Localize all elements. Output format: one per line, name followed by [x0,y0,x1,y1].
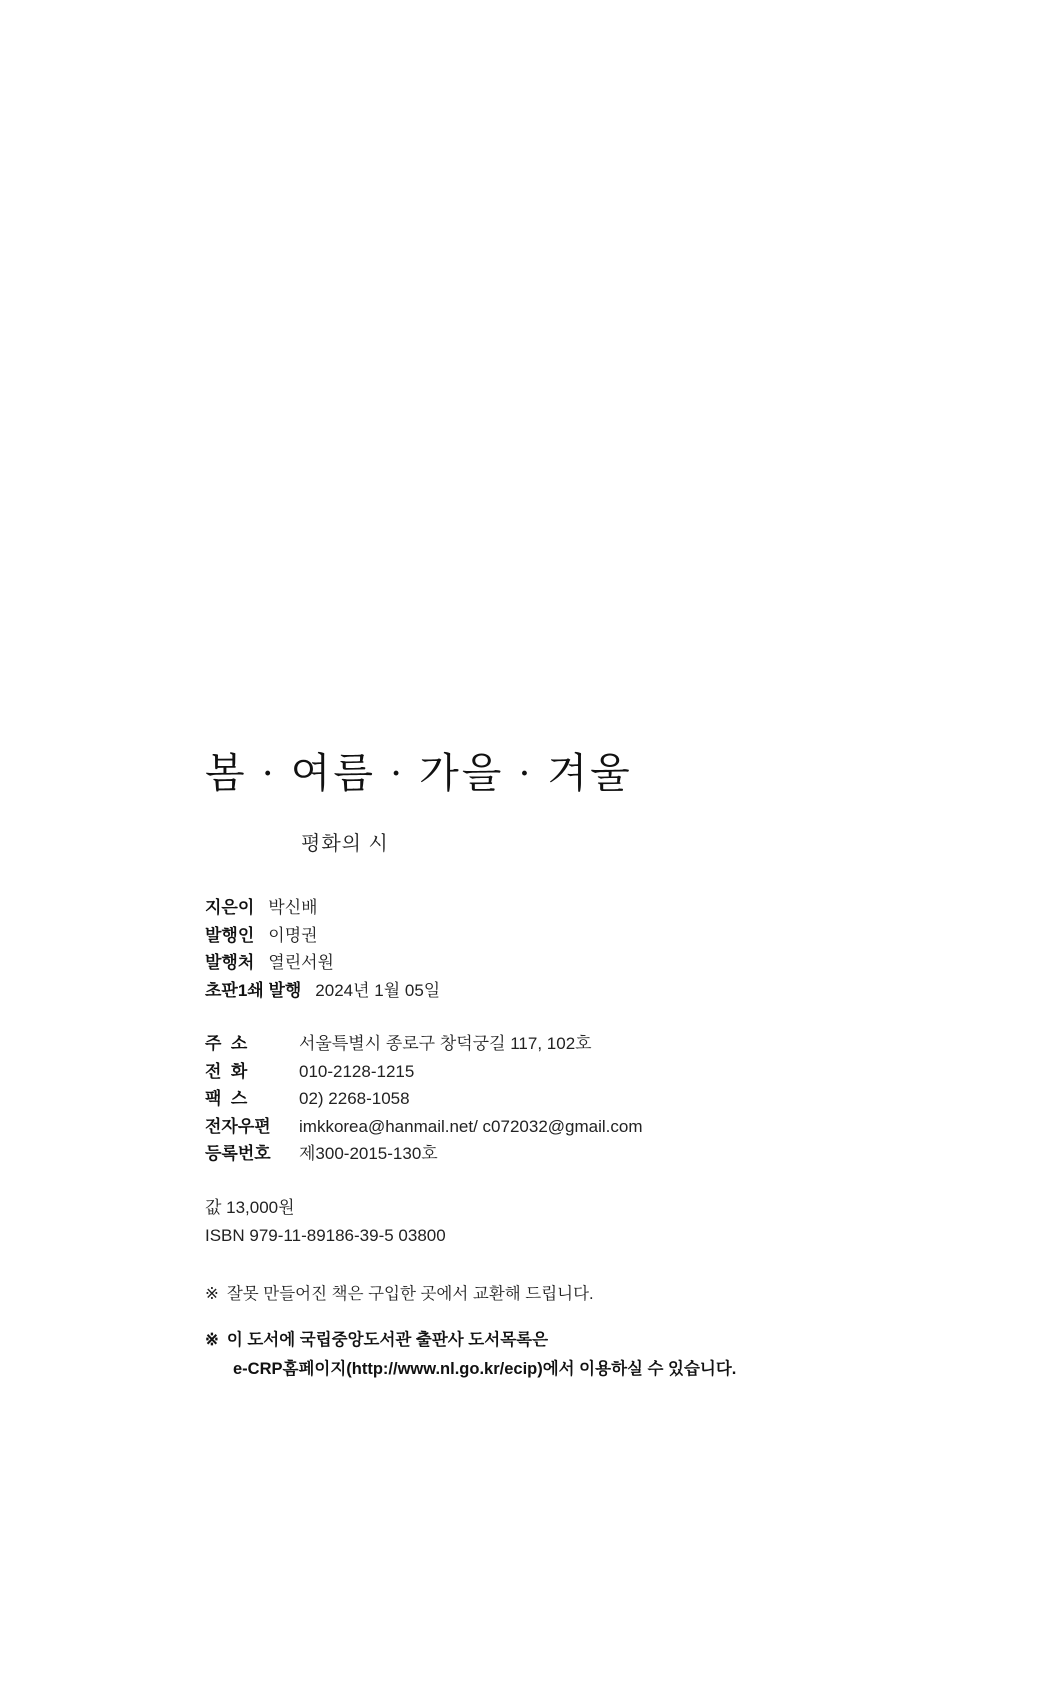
contact-value: 010-2128-1215 [299,1061,415,1081]
credit-row [205,949,905,977]
credit-value: 박신배 [268,898,318,917]
reference-mark-icon: ※ [205,1330,219,1349]
contact-value: 02) 2268-1058 [299,1089,410,1109]
cip-notice-line2: e-CRP홈페이지(http://www.nl.go.kr/ecip)에서 이용하실 수 있습니다. [233,1359,737,1378]
contact-label: 등록번호 [205,1144,271,1164]
credit-row [205,922,905,950]
contact-row [205,1030,905,1058]
contact-row [205,1113,905,1141]
contact-row [205,1058,905,1086]
cip-notice-line1: 이 도서에 국립중앙도서관 출판사 도서목록은 [226,1330,549,1349]
reference-mark-icon: ※ [205,1284,219,1303]
contact-label: 전자우편 [205,1116,271,1136]
contact-value: imkkorea@hanmail.net/ c072032@gmail.com [299,1116,643,1136]
exchange-notice [205,1280,905,1308]
credit-row [205,894,905,922]
contact-label: 전 화 [205,1061,248,1081]
cip-notice [205,1326,905,1384]
contact-list [205,1030,905,1168]
credit-label: 초판1쇄 발행 [205,980,302,1000]
contact-label: 팩 스 [205,1089,248,1109]
credit-value: 2024년 1월 05일 [315,980,441,1000]
page-subtitle: 평화의 시 [301,833,389,855]
credit-value: 열린서원 [268,953,334,973]
page-title: 봄 · 여름 · 가을 · 겨울 [205,750,633,796]
credits-list [205,894,905,1004]
contact-value: 서울특별시 종로구 창덕궁길 117, 102호 [299,1034,592,1054]
credit-label: 발행인 [205,925,255,945]
credit-label: 발행처 [205,953,255,973]
contact-label: 주 소 [205,1034,248,1054]
spacer [205,1004,905,1030]
exchange-notice-text: 잘못 만들어진 책은 구입한 곳에서 교환해 드립니다. [226,1284,594,1303]
colophon-block [205,740,905,1384]
contact-row [205,1085,905,1113]
contact-value: 제300-2015-130호 [299,1144,438,1164]
price-text: 값 13,000원 [205,1197,295,1217]
credit-label: 지은이 [205,898,255,917]
credit-value: 이명권 [268,925,318,945]
credit-row [205,977,905,1005]
price-isbn-block [205,1194,905,1250]
isbn-text: ISBN 979-11-89186-39-5 03800 [205,1225,446,1245]
contact-row [205,1140,905,1168]
